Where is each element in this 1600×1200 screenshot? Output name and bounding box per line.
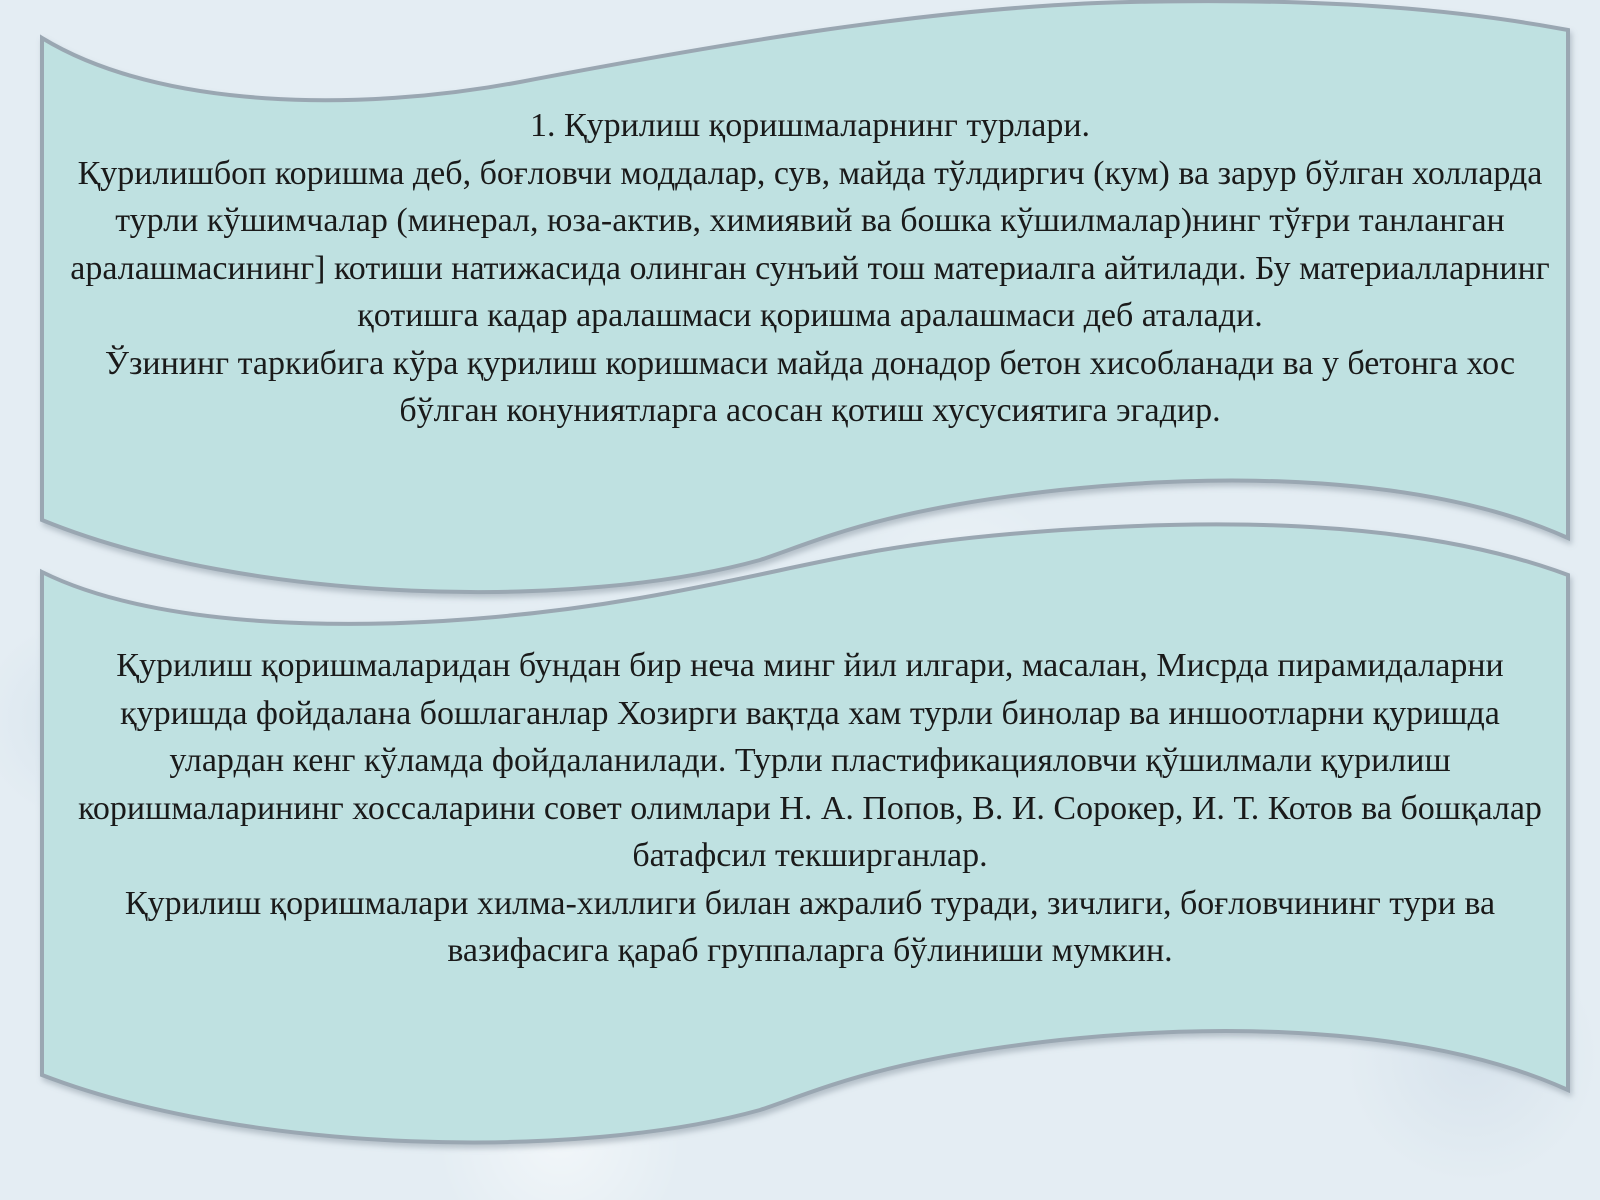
bottom-banner-text: [60, 642, 1560, 975]
definition-paragraph: Қурилишбоп коришма деб, боғловчи моддалар, сув, майда тўлдиргич (кум) ва зарур бўлган холларда турли кўшимчалар (минерал, юза-актив, химиявий ва бошка кўшилмалар)нинг тўғри танланган аралашмасининг] котиши натижасида олинган сунъий тош материалга айтилади. Бу материалларнинг қотишга кадар аралашмаси қоришма аралашмаси деб аталади.: [70, 154, 1550, 334]
section-heading: 1. Қурилиш қоришмаларнинг турлари.: [529, 107, 1091, 144]
top-banner-text: [60, 102, 1560, 435]
composition-paragraph: Ўзининг таркибига кўра қурилиш коришмаси майда донадор бетон хисобланади ва у бетонга хос бўлган конуниятларга асосан қотиш хусусиятига эгадир.: [104, 344, 1516, 429]
history-paragraph: Қурилиш қоришмаларидан бундан бир неча минг йил илгари, масалан, Мисрда пирамидаларни қуришда фойдалана бошлаганлар Хозирги вақтда хам турли бинолар ва иншоотларни қуришда улардан кенг кўламда фойдаланилади. Турли пластификацияловчи қўшилмали қурилиш коришмаларининг хоссаларини совет олимлари Н. А. Попов, В. И. Сорокер, И. Т. Котов ва бошқалар батафсил текширганлар.: [78, 647, 1542, 874]
classification-paragraph: Қурилиш қоришмалари хилма-хиллиги билан ажралиб туради, зичлиги, боғловчининг тури ва вазифасига қараб группаларга бўлиниши мумкин.: [124, 884, 1496, 969]
